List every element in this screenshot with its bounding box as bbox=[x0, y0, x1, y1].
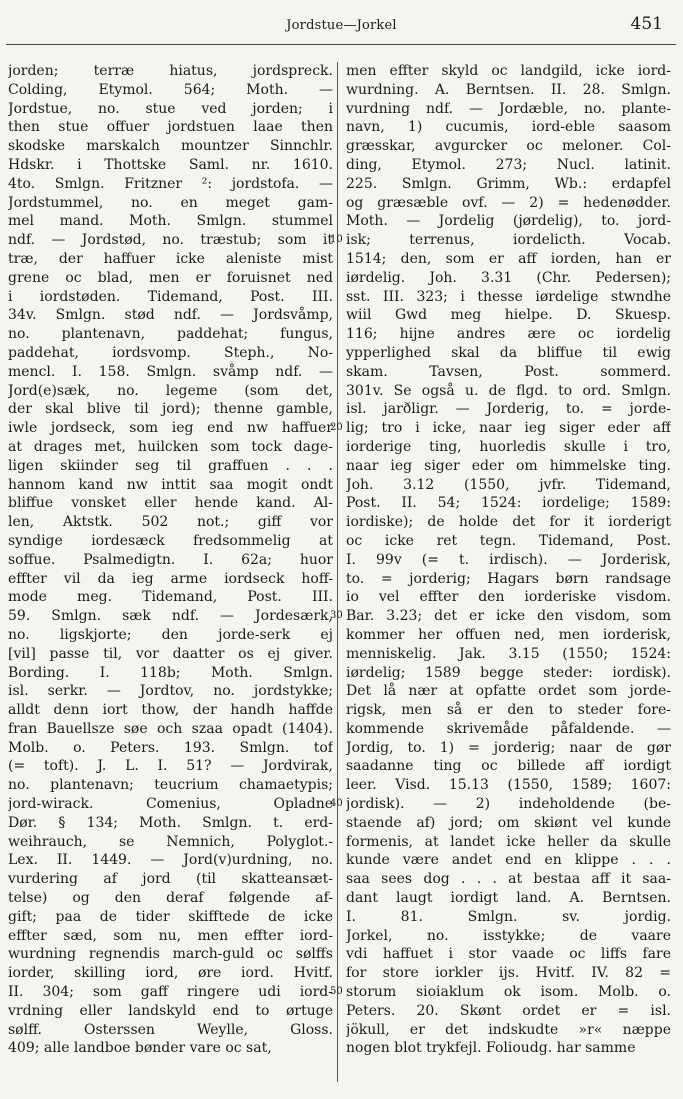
left-column-line: hannom kand nw inttit saa mogit ondt bbox=[8, 476, 333, 493]
left-column-line: der skal blive til jord); thenne gamble, bbox=[8, 401, 333, 418]
right-column-line: iorderige ting, huorledis skulle i tro, bbox=[346, 438, 671, 455]
left-column-line: i iordstøden. Tidemand, Post. III. bbox=[8, 288, 333, 305]
left-column-line: 59. Smlgn. sæk ndf. — Jordesærk, bbox=[8, 608, 333, 625]
right-column-line: græsskar, avgurcker oc meloner. Col- bbox=[346, 138, 671, 155]
left-column bbox=[8, 62, 333, 1058]
right-column-line: Bar. 3.23; det er icke den visdom, som bbox=[346, 608, 671, 625]
left-column-line: grene oc blad, men er foruisnet ned bbox=[8, 269, 333, 286]
left-column-line: then stue offuer jordstuen laae then bbox=[8, 119, 333, 136]
left-column-line: paddehat, iordsvomp. Steph., No- bbox=[8, 344, 333, 361]
left-column-line: træ, der haffuer icke aleniste mist bbox=[8, 250, 333, 267]
left-column-line: fran Bauellsze søe och szaa opadt (1404). bbox=[8, 720, 333, 737]
left-column-line: Hdskr. i Thottske Saml. nr. 1610. bbox=[8, 156, 333, 173]
left-column-line: [vil] passe til, vor daatter os ej giver. bbox=[8, 645, 333, 662]
right-column-line: iordiske); de holde det for it iorderigt bbox=[346, 514, 671, 531]
left-column-line: Molb. o. Peters. 193. Smlgn. tof bbox=[8, 739, 333, 756]
left-column-line: ndf. — Jordstød, no. træstub; som it bbox=[8, 232, 333, 249]
right-column-line: jökull, er det indskudte »r« næppe bbox=[346, 1021, 671, 1038]
right-column-line: wiil Gwd meg hielpe. D. Skuesp. bbox=[346, 307, 671, 324]
left-column-line: weihrauch, se Nemnich, Polyglot.- bbox=[8, 833, 333, 850]
left-column-line: Jordstummel, no. en meget gam- bbox=[8, 194, 333, 211]
left-column-line: effter sæd, som nu, men effter iord- bbox=[8, 927, 333, 944]
left-column-line: mode meg. Tidemand, Post. III. bbox=[8, 589, 333, 606]
left-column-line: no. plantenavn; teucrium chamaetypis; bbox=[8, 777, 333, 794]
right-column-line: ding, Etymol. 273; Nucl. latinit. bbox=[346, 156, 671, 173]
right-column-line: io vel effter den iorderiske visdom. bbox=[346, 589, 671, 606]
left-column-line: isl. serkr. — Jordtov, no. jordstykke; bbox=[8, 683, 333, 700]
right-column-line: 1514; den, som er aff iorden, han er bbox=[346, 250, 671, 267]
right-column-line: lig; tro i icke, naar ieg siger eder aff bbox=[346, 420, 671, 437]
right-column-line: Jordig, to. 1) = jorderig; naar de gør bbox=[346, 739, 671, 756]
left-column-line: vrdning eller landskyld end to ørtuge bbox=[8, 1002, 333, 1019]
left-column-line: Dør. § 134; Moth. Smlgn. t. erd- bbox=[8, 814, 333, 831]
right-column-line: I. 99v (= t. irdisch). — Jorderisk, bbox=[346, 551, 671, 568]
left-column-line: (= toft). J. L. I. 51? — Jordvirak, bbox=[8, 758, 333, 775]
right-column-line: staende af) jord; om skiønt vel kunde bbox=[346, 814, 671, 831]
line-marker: 50 bbox=[330, 986, 343, 998]
right-column-line: Post. II. 54; 1524: iordelige; 1589: bbox=[346, 495, 671, 512]
left-column-line: iwle jordseck, som ieg end nw haffuer bbox=[8, 420, 333, 437]
line-marker: 10 bbox=[330, 234, 343, 246]
left-column-line: wurdning regnendis march-guld oc sølffs bbox=[8, 946, 333, 963]
left-column-line: syndige iordesæck fredsommelig at bbox=[8, 532, 333, 549]
right-column-line: 116; hijne andres ære oc iordelig bbox=[346, 326, 671, 343]
page-number: 451 bbox=[630, 14, 663, 34]
right-column-line: leer. Visd. 15.13 (1550, 1589; 1607: bbox=[346, 777, 671, 794]
right-column-line: for store iorkler ijs. Hvitf. IV. 82 = bbox=[346, 965, 671, 982]
left-column-line: Lex. II. 1449. — Jord(v)urdning, no. bbox=[8, 852, 333, 869]
right-column-line: to. = jorderig; Hagars børn randsage bbox=[346, 570, 671, 587]
left-column-line: II. 304; som gaff ringere udi iord- bbox=[8, 984, 333, 1001]
left-column-line: telse) og den deraf følgende af- bbox=[8, 890, 333, 907]
right-column-line: kommende skrivemåde påfaldende. — bbox=[346, 720, 671, 737]
right-column-line: men effter skyld oc landgild, icke iord- bbox=[346, 63, 671, 79]
left-column-line: sølff. Osterssen Weylle, Gloss. bbox=[8, 1021, 333, 1038]
right-column-line: Moth. — Jordelig (jørdelig), to. jord- bbox=[346, 213, 671, 230]
left-column-line: alldt denn iort thow, der handh haffde bbox=[8, 702, 333, 719]
left-column-line: no. plantenavn, paddehat; fungus, bbox=[8, 326, 333, 343]
left-column-line: gift; paa de tider skifftede de icke bbox=[8, 908, 333, 925]
right-column-line: navn, 1) cucumis, iord-eble saasom bbox=[346, 119, 671, 136]
right-column-line: Jorkel, no. isstykke; de vaare bbox=[346, 927, 671, 944]
right-column bbox=[346, 62, 671, 1058]
right-column-line: iørdelig; 1589 begge steder: iordisk). bbox=[346, 664, 671, 681]
header-rule bbox=[6, 44, 676, 45]
right-column-line: vurdning ndf. — Jordæble, no. plante- bbox=[346, 100, 671, 117]
left-column-line: skodske marskalch mountzer Sinnchlr. bbox=[8, 138, 333, 155]
left-column-line: Jord(e)sæk, no. legeme (som det, bbox=[8, 382, 333, 399]
right-column-line: Peters. 20. Skønt ordet er = isl. bbox=[346, 1002, 671, 1019]
left-column-line: len, Aktstk. 502 not.; giff vor bbox=[8, 514, 333, 531]
right-column-line: I. 81. Smlgn. sv. jordig. bbox=[346, 908, 671, 925]
right-column-line: oc icke ret tegn. Tidemand, Post. bbox=[346, 532, 671, 549]
column-divider bbox=[337, 62, 338, 1082]
left-column-line: Bording. I. 118b; Moth. Smlgn. bbox=[8, 664, 333, 681]
running-head: Jordstue—Jorkel bbox=[286, 18, 397, 33]
right-column-line: dant laugt iordigt land. A. Berntsen. bbox=[346, 890, 671, 907]
right-column-line: 225. Smlgn. Grimm, Wb.: erdapfel bbox=[346, 175, 671, 192]
left-column-line: Jordstue, no. stue ved jorden; i bbox=[8, 100, 333, 117]
right-column-line: isk; terrenus, iordelicth. Vocab. bbox=[346, 232, 671, 249]
right-column-line: Det lå nær at opfatte ordet som jorde- bbox=[346, 683, 671, 700]
left-column-line: Colding, Etymol. 564; Moth. — bbox=[8, 81, 333, 98]
right-column-line: iørdelig. Joh. 3.31 (Chr. Pedersen); bbox=[346, 269, 671, 286]
right-column-line: formenis, at landet icke heller da skulle bbox=[346, 833, 671, 850]
right-column-line: vdi haffuet i stor vaade oc liffs fare bbox=[346, 946, 671, 963]
left-column-line: effter vil da ieg arme iordseck hoff- bbox=[8, 570, 333, 587]
left-column-line: 34v. Smlgn. stød ndf. — Jordsvåmp, bbox=[8, 307, 333, 324]
left-column-line: 409; alle landboe bønder vare oc sat, bbox=[8, 1040, 272, 1057]
right-column-line: kunde være andet end en klippe . . . bbox=[346, 852, 671, 869]
line-marker: 40 bbox=[330, 798, 343, 810]
left-column-line: jord-wirack. Comenius, Opladne bbox=[8, 796, 333, 813]
right-column-line: storum sioiaklum ok isom. Molb. o. bbox=[346, 984, 671, 1001]
right-column-line: skam. Tavsen, Post. sommerd. bbox=[346, 363, 671, 380]
page-header bbox=[0, 14, 683, 42]
right-column-line: menniskelig. Jak. 3.15 (1550; 1524: bbox=[346, 645, 671, 662]
right-column-line: saadanne ting oc billede aff iordigt bbox=[346, 758, 671, 775]
left-column-line: jorden; terræ hiatus, jordspreck. bbox=[8, 63, 333, 79]
left-column-line: ligen skiinder seg til graffuen . . . bbox=[8, 457, 333, 474]
left-column-line: at drages met, huilcken som tock dage- bbox=[8, 438, 333, 455]
right-column-line: rigsk, men så er den to steder fore- bbox=[346, 702, 671, 719]
right-column-line: og græsæble ovf. — 2) = hedenødder. bbox=[346, 194, 671, 211]
right-column-line: sst. III. 323; i thesse iørdelige stwndhe bbox=[346, 288, 671, 305]
right-column-line: saa sees dog . . . at bestaa aff it saa- bbox=[346, 871, 671, 888]
left-column-line: mel mand. Moth. Smlgn. stummel bbox=[8, 213, 333, 230]
line-marker: 30 bbox=[330, 610, 343, 622]
right-column-line: 301v. Se også u. de flgd. to ord. Smlgn. bbox=[346, 382, 671, 399]
right-column-line: nogen blot trykfejl. Folioudg. har samme bbox=[346, 1040, 636, 1057]
left-column-line: vurdering af jord (til skatteansæt- bbox=[8, 871, 333, 888]
right-column-line: jordisk). — 2) indeholdende (be- bbox=[346, 796, 671, 813]
line-marker: 20 bbox=[330, 422, 343, 434]
right-column-line: wurdning. A. Berntsen. II. 28. Smlgn. bbox=[346, 81, 671, 98]
left-column-line: soffue. Psalmedigtn. I. 62a; huor bbox=[8, 551, 333, 568]
right-column-line: isl. jarðligr. — Jorderig, to. = jorde- bbox=[346, 401, 671, 418]
right-column-line: ypperlighed skal da bliffue til ewig bbox=[346, 344, 671, 361]
left-column-line: bliffue vonsket eller hende kand. Al- bbox=[8, 495, 333, 512]
left-column-line: 4to. Smlgn. Fritzner ²: jordstofa. — bbox=[8, 175, 333, 192]
right-column-line: Joh. 3.12 (1550, jvfr. Tidemand, bbox=[346, 476, 671, 493]
left-column-line: no. ligskjorte; den jorde-serk ej bbox=[8, 626, 333, 643]
right-column-line: naar ieg siger eder om himmelske ting. bbox=[346, 457, 671, 474]
right-column-line: kommer her offuen ned, men iorderisk, bbox=[346, 626, 671, 643]
left-column-line: iorder, skilling iord, øre iord. Hvitf. bbox=[8, 965, 333, 982]
left-column-line: mencl. I. 158. Smlgn. svåmp ndf. — bbox=[8, 363, 333, 380]
